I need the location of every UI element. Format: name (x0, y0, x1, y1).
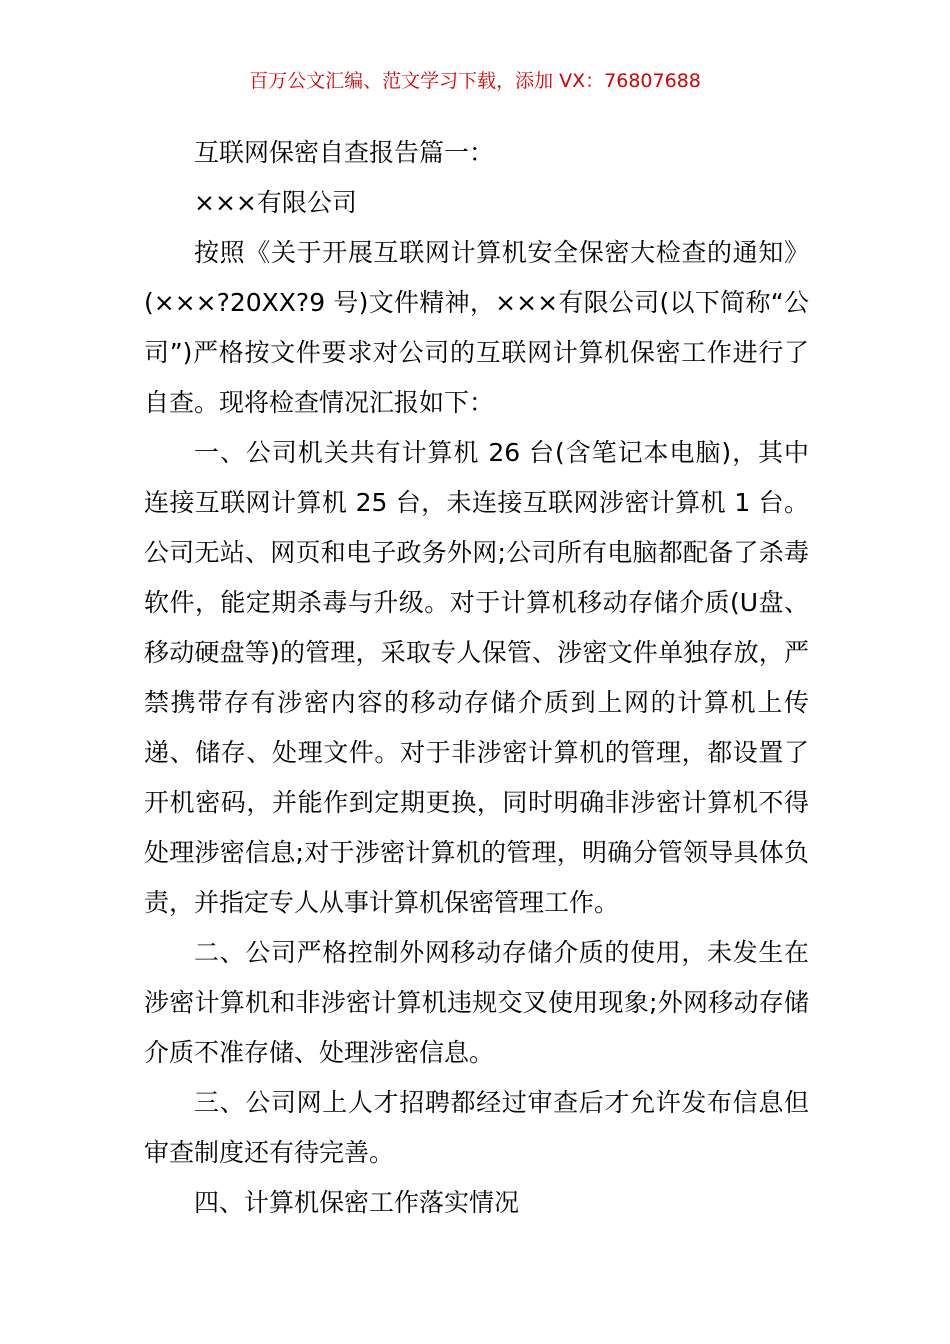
paragraph-section-2: 二、公司严格控制外网移动存储介质的使用，未发生在涉密计算机和非涉密计算机违规交叉使用现象;外网移动存储介质不准存储、处理涉密信息。 (144, 938, 809, 1067)
document-body (144, 128, 809, 1228)
company-name: ×××有限公司 (194, 188, 357, 217)
watermark-header: 百万公文汇编、范文学习下载，添加 VX：76807688 (249, 70, 701, 92)
document-title: 互联网保密自查报告篇一： (194, 138, 495, 167)
paragraph-section-4-heading: 四、计算机保密工作落实情况 (194, 1188, 520, 1217)
paragraph-section-1: 一、公司机关共有计算机 26 台(含笔记本电脑)，其中连接互联网计算机 25 台，未连接互联网涉密计算机 1 台。公司无站、网页和电子政务外网;公司所有电脑都配备了杀毒软件，能定期杀毒与升级。对于计算机移动存储介质(U盘、移动硬盘等)的管理，采取专人保管、涉密文件单独存放，严禁携带存有涉密内容的移动存储介质到上网的计算机上传递、储存、处理文件。对于非涉密计算机的管理，都设置了开机密码，并能作到定期更换，同时明确非涉密计算机不得处理涉密信息;对于涉密计算机的管理，明确分管领导具体负责，并指定专人从事计算机保密管理工作。 (144, 438, 809, 917)
paragraph-intro: 按照《关于开展互联网计算机安全保密大检查的通知》(×××?20XX?9 号)文件精神，×××有限公司(以下简称“公司”)严格按文件要求对公司的互联网计算机保密工作进行了自查。现将检查情况汇报如下： (144, 238, 809, 417)
paragraph-section-3: 三、公司网上人才招聘都经过审查后才允许发布信息但审查制度还有待完善。 (144, 1088, 809, 1167)
